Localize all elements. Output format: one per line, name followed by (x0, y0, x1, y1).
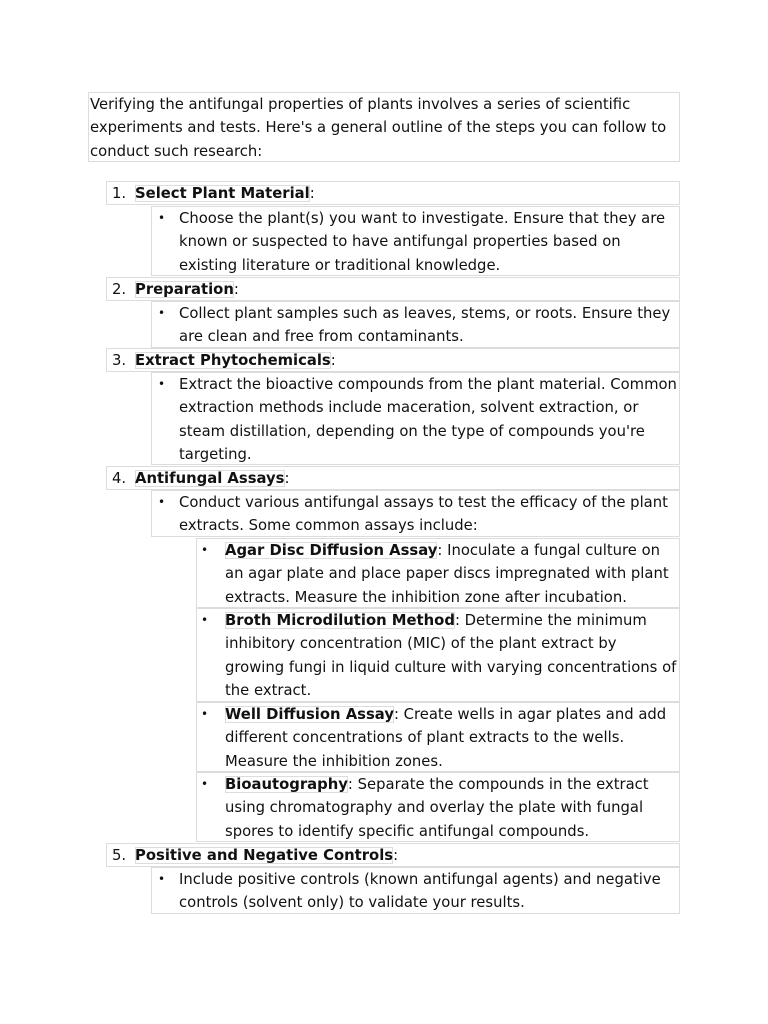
step-2-detail (151, 301, 680, 348)
step-1-heading (106, 181, 680, 205)
intro-paragraph: Verifying the antifungal properties of plants involves a series of scientific experiments and tests. Here's a general outline of the steps you can follow to conduct such research: (88, 92, 680, 162)
assay-name: Agar Disc Diffusion Assay (225, 542, 438, 559)
assay-item (196, 608, 680, 702)
step-detail-text: Conduct various antifungal assays to test the efficacy of the plant extracts. Some common assays include: (179, 494, 668, 535)
assay-description: : Separate the compounds in the extract using chromatography and overlay the plate with fungal spores to identify specific antifungal compounds. (225, 776, 649, 840)
step-number: 4. (112, 470, 127, 487)
step-colon: : (330, 352, 336, 369)
bullet-icon: • (201, 777, 209, 791)
bullet-icon: • (158, 306, 166, 320)
step-title: Antifungal Assays (135, 470, 285, 487)
step-number: 3. (112, 352, 127, 369)
assay-item (196, 772, 680, 842)
assay-name: Broth Microdilution Method (225, 612, 455, 629)
step-colon: : (284, 470, 290, 487)
bullet-icon: • (201, 613, 209, 627)
bullet-icon: • (201, 707, 209, 721)
step-detail-text: Collect plant samples such as leaves, stems, or roots. Ensure they are clean and free from contaminants. (179, 305, 671, 346)
step-4-heading (106, 466, 680, 490)
step-detail-text: Choose the plant(s) you want to investigate. Ensure that they are known or suspected to have antifungal properties based on existing literature or traditional knowledge. (179, 210, 666, 274)
assay-item (196, 538, 680, 608)
assay-description: : Determine the minimum inhibitory concentration (MIC) of the plant extract by growing fungi in liquid culture with varying concentrations of the extract. (225, 612, 677, 699)
bullet-icon: • (158, 211, 166, 225)
assay-description: : Create wells in agar plates and add different concentrations of plant extracts to the wells. Measure the inhibition zones. (225, 706, 667, 770)
bullet-icon: • (158, 495, 166, 509)
step-number: 2. (112, 281, 127, 298)
step-2-heading (106, 277, 680, 301)
assay-description: : Inoculate a fungal culture on an agar plate and place paper discs impregnated with plant extracts. Measure the inhibition zone after incubation. (225, 542, 669, 606)
bullet-icon: • (158, 377, 166, 391)
step-colon: : (233, 281, 239, 298)
assay-name: Well Diffusion Assay (225, 706, 394, 723)
step-detail-text: Extract the bioactive compounds from the plant material. Common extraction methods include maceration, solvent extraction, or steam distillation, depending on the type of compounds you're targeting. (179, 376, 677, 463)
step-4-detail (151, 490, 680, 537)
bullet-icon: • (201, 543, 209, 557)
step-number: 1. (112, 185, 127, 202)
step-title: Extract Phytochemicals (135, 352, 331, 369)
step-number: 5. (112, 847, 127, 864)
step-3-detail (151, 372, 680, 465)
step-title: Select Plant Material (135, 185, 310, 202)
step-1-detail (151, 206, 680, 276)
step-detail-text: Include positive controls (known antifungal agents) and negative controls (solvent only) to validate your results. (179, 871, 661, 912)
step-colon: : (393, 847, 399, 864)
step-3-heading (106, 348, 680, 372)
bullet-icon: • (158, 872, 166, 886)
step-colon: : (309, 185, 315, 202)
step-5-detail (151, 867, 680, 914)
step-title: Positive and Negative Controls (135, 847, 394, 864)
assay-name: Bioautography (225, 776, 348, 793)
assay-item (196, 702, 680, 772)
step-5-heading (106, 843, 680, 867)
step-title: Preparation (135, 281, 234, 298)
